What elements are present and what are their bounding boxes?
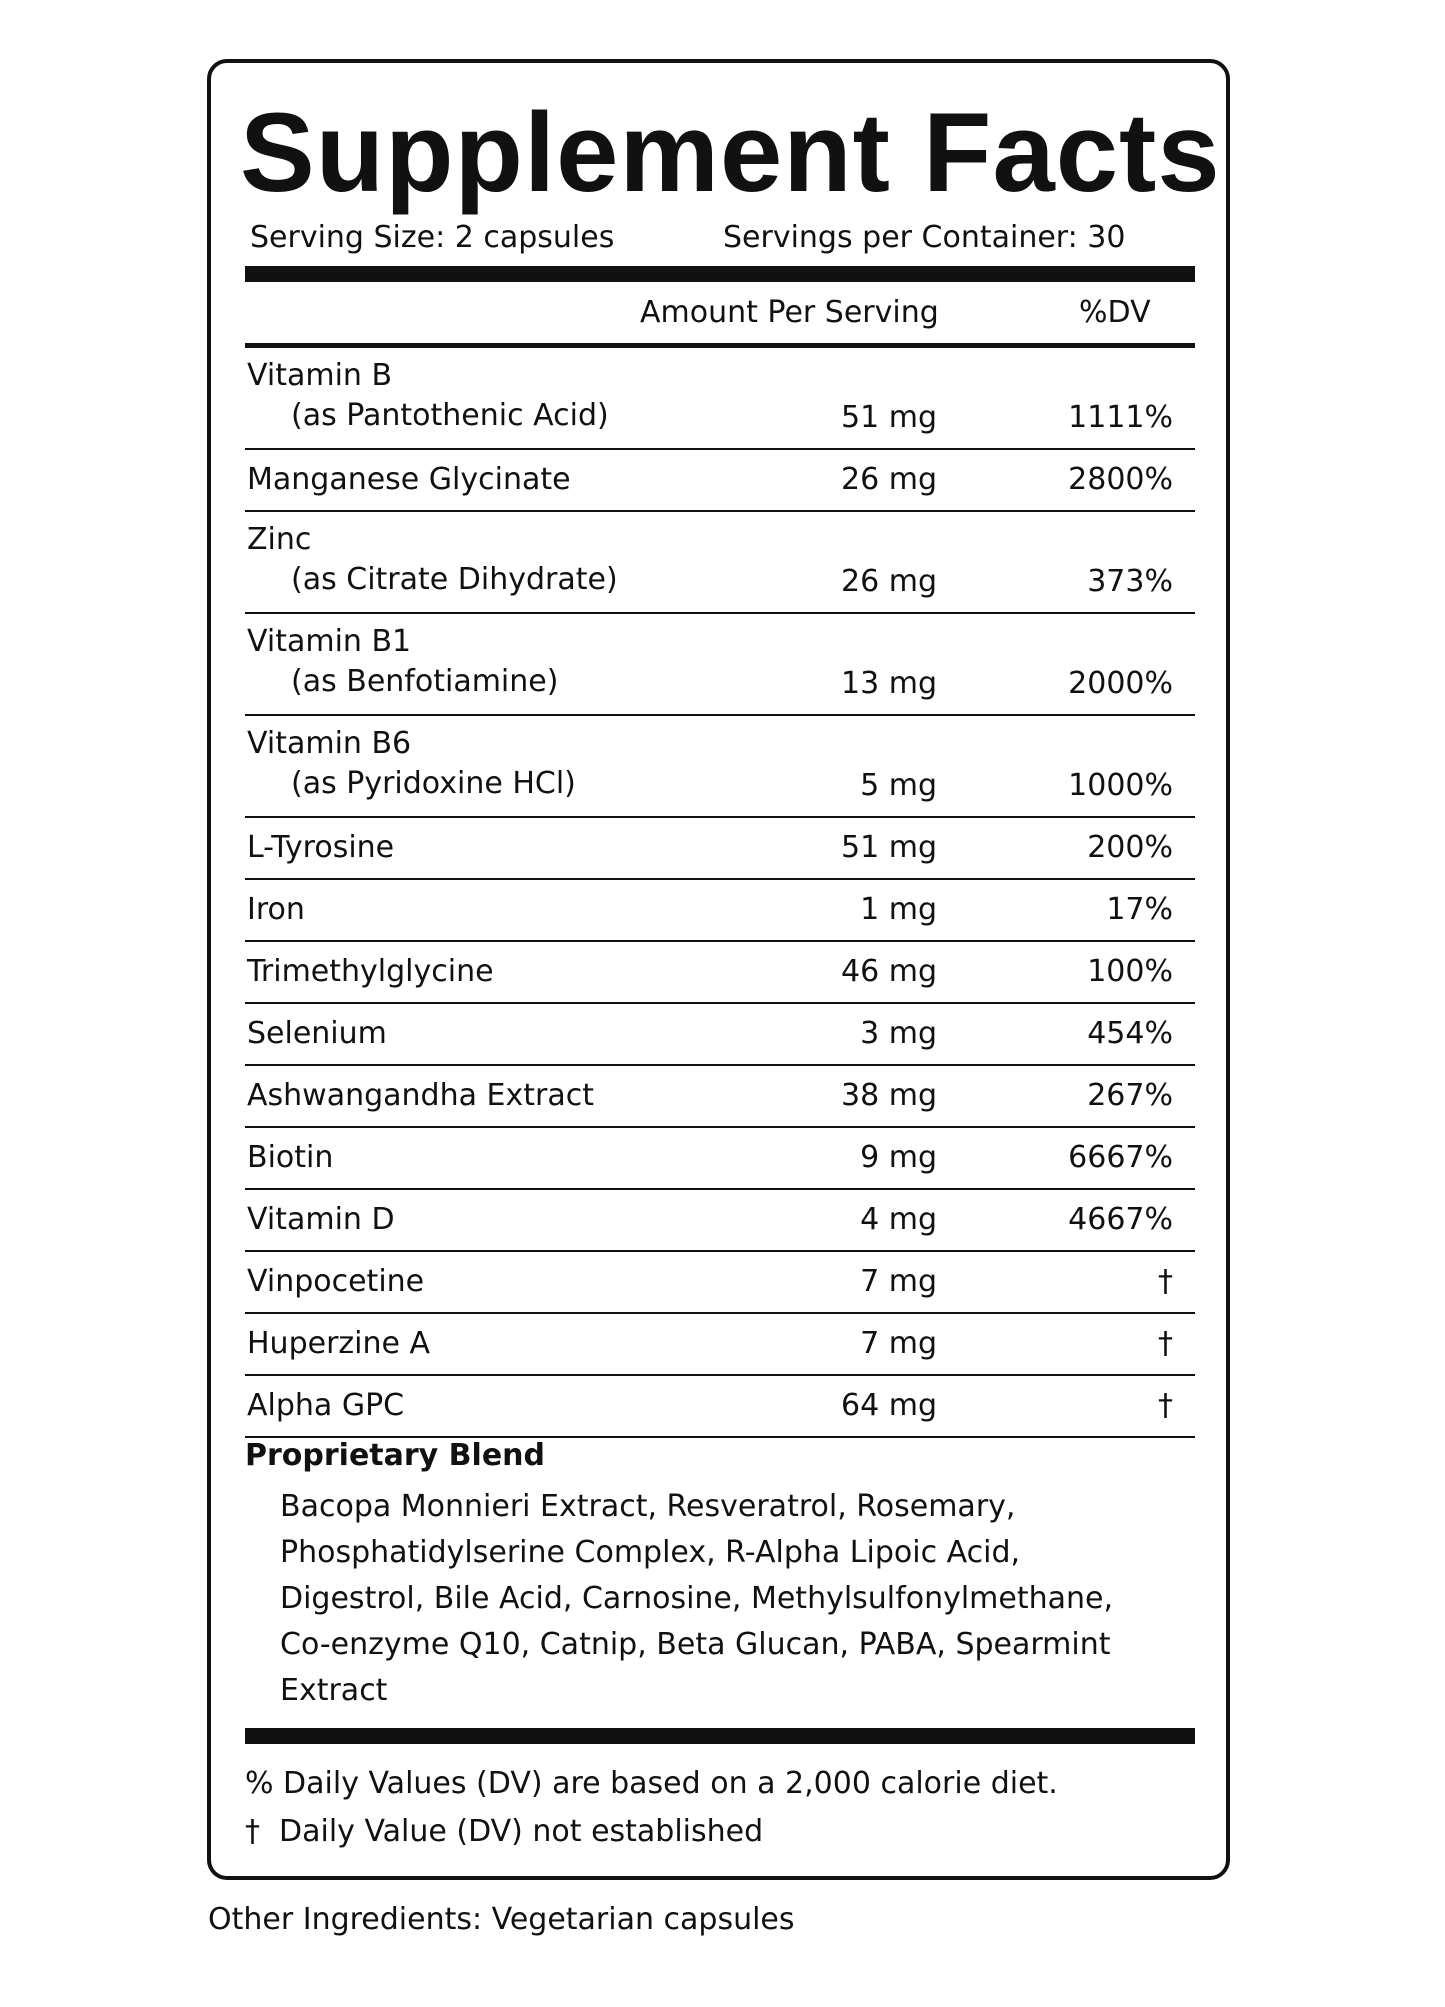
top-divider-bar	[245, 266, 1195, 282]
table-row	[245, 818, 1195, 880]
nutrient-source: (as Citrate Dihydrate)	[291, 562, 618, 597]
bottom-divider-bar	[245, 1728, 1195, 1744]
nutrient-name: Iron	[247, 892, 305, 927]
nutrient-dv-dagger: †	[1158, 1388, 1173, 1423]
nutrient-dv: 4667%	[1068, 1202, 1173, 1237]
table-row	[245, 1314, 1195, 1376]
nutrient-name: Selenium	[247, 1016, 387, 1051]
nutrient-dv: 1111%	[1068, 400, 1173, 435]
nutrient-dv: 100%	[1087, 954, 1173, 989]
nutrient-dv-dagger: †	[1158, 1264, 1173, 1299]
nutrient-amount: 9 mg	[860, 1140, 937, 1175]
serving-size: Serving Size: 2 capsules	[250, 220, 615, 255]
table-row	[245, 512, 1195, 614]
nutrient-amount: 7 mg	[860, 1264, 937, 1299]
amount-per-serving-header: Amount Per Serving	[640, 295, 939, 330]
nutrient-amount: 1 mg	[860, 892, 937, 927]
nutrient-table	[245, 348, 1195, 1438]
nutrient-amount: 26 mg	[841, 462, 937, 497]
nutrient-name: Manganese Glycinate	[247, 462, 571, 497]
nutrient-dv: 6667%	[1068, 1140, 1173, 1175]
nutrient-amount: 7 mg	[860, 1326, 937, 1361]
dv-header: %DV	[1079, 295, 1151, 330]
nutrient-source: (as Benfotiamine)	[291, 664, 559, 699]
other-ingredients: Other Ingredients: Vegetarian capsules	[208, 1902, 795, 1937]
nutrient-name: Trimethylglycine	[247, 954, 494, 989]
nutrient-name: Vitamin B6	[247, 726, 412, 761]
nutrient-amount: 64 mg	[841, 1388, 937, 1423]
table-row	[245, 716, 1195, 818]
nutrient-name: Biotin	[247, 1140, 334, 1175]
nutrient-name: Huperzine A	[247, 1326, 431, 1361]
nutrient-name: Zinc	[247, 522, 312, 557]
proprietary-blend-title: Proprietary Blend	[245, 1438, 545, 1473]
table-row	[245, 1252, 1195, 1314]
table-row	[245, 614, 1195, 716]
table-row	[245, 880, 1195, 942]
nutrient-dv: 17%	[1106, 892, 1173, 927]
dv-not-established-footnote	[245, 1812, 763, 1852]
nutrient-dv: 373%	[1087, 564, 1173, 599]
nutrient-amount: 5 mg	[860, 768, 937, 803]
nutrient-name: L-Tyrosine	[247, 830, 395, 865]
nutrient-name: Vitamin D	[247, 1202, 395, 1237]
nutrient-amount: 4 mg	[860, 1202, 937, 1237]
nutrient-dv: 454%	[1087, 1016, 1173, 1051]
dagger-symbol: †	[245, 1814, 260, 1849]
page-title: Supplement Facts	[240, 90, 1221, 215]
daily-values-footnote: % Daily Values (DV) are based on a 2,000 calorie diet.	[245, 1766, 1058, 1801]
nutrient-amount: 51 mg	[841, 830, 937, 865]
table-row	[245, 1376, 1195, 1438]
nutrient-amount: 51 mg	[841, 400, 937, 435]
nutrient-name: Vitamin B	[247, 358, 393, 393]
proprietary-blend-ingredients: Bacopa Monnieri Extract, Resveratrol, Rosemary, Phosphatidylserine Complex, R-Alpha Lipoic Acid, Digestrol, Bile Acid, Carnosine, Methylsulfonylmethane, Co-enzyme Q10, Catnip, Beta Glucan, PABA, Spearmint Extract	[280, 1489, 1114, 1708]
nutrient-dv: 200%	[1087, 830, 1173, 865]
nutrient-amount: 46 mg	[841, 954, 937, 989]
nutrient-dv: 2000%	[1068, 666, 1173, 701]
nutrient-dv-dagger: †	[1158, 1326, 1173, 1361]
nutrient-name: Vitamin B1	[247, 624, 412, 659]
table-row	[245, 450, 1195, 512]
nutrient-name: Alpha GPC	[247, 1388, 405, 1423]
nutrient-amount: 38 mg	[841, 1078, 937, 1113]
nutrient-amount: 13 mg	[841, 666, 937, 701]
table-row	[245, 1190, 1195, 1252]
table-row	[245, 942, 1195, 1004]
nutrient-source: (as Pantothenic Acid)	[291, 398, 609, 433]
table-row	[245, 1128, 1195, 1190]
servings-per-container: Servings per Container: 30	[723, 220, 1126, 255]
nutrient-amount: 26 mg	[841, 564, 937, 599]
nutrient-dv: 2800%	[1068, 462, 1173, 497]
dv-not-established-text: Daily Value (DV) not established	[279, 1814, 764, 1849]
nutrient-name: Ashwangandha Extract	[247, 1078, 594, 1113]
nutrient-source: (as Pyridoxine HCl)	[291, 766, 576, 801]
table-row	[245, 1004, 1195, 1066]
nutrient-dv: 1000%	[1068, 768, 1173, 803]
table-row	[245, 1066, 1195, 1128]
nutrient-dv: 267%	[1087, 1078, 1173, 1113]
nutrient-amount: 3 mg	[860, 1016, 937, 1051]
table-row	[245, 348, 1195, 450]
nutrient-name: Vinpocetine	[247, 1264, 425, 1299]
